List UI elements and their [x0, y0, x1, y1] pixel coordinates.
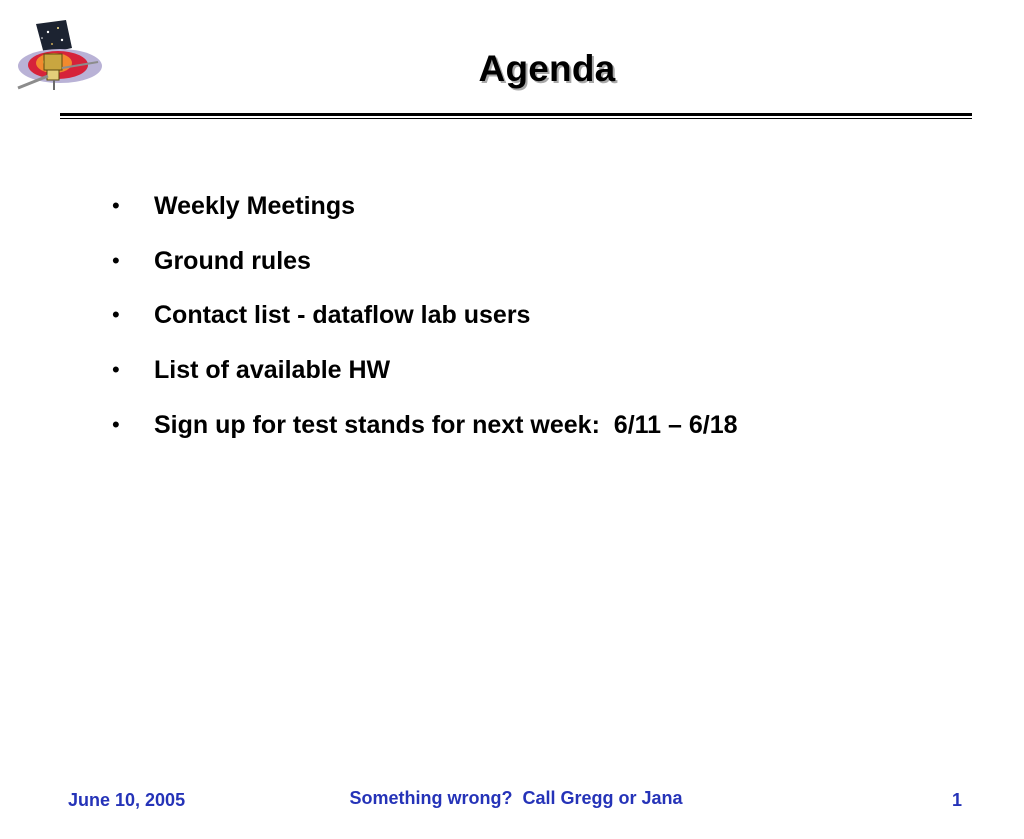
page-number: 1 — [951, 790, 962, 810]
agenda-item-label: Sign up for test stands for next week: 6/11 – 6/18 — [154, 410, 738, 439]
agenda-item — [112, 245, 311, 300]
agenda-item-label: Weekly Meetings — [154, 192, 356, 220]
bullet-icon: • — [112, 411, 120, 437]
agenda-item-label: Contact list - dataflow lab users — [154, 301, 531, 330]
bullet-icon: • — [112, 193, 120, 218]
agenda-item-label: List of available HW — [154, 356, 391, 385]
title-divider-thin — [60, 118, 972, 119]
agenda-list — [112, 190, 738, 463]
title-divider — [60, 113, 972, 116]
bullet-icon: • — [112, 247, 120, 273]
agenda-item — [112, 354, 391, 409]
footer-date: June 10, 2005 — [68, 790, 186, 810]
agenda-item — [112, 299, 531, 354]
footer-note: Something wrong? Call Gregg or Jana — [349, 788, 683, 808]
bullet-icon: • — [112, 302, 120, 328]
agenda-item-label: Ground rules — [154, 246, 311, 275]
bullet-icon: • — [112, 357, 120, 383]
slide-title: Agenda — [478, 48, 616, 89]
agenda-item — [112, 190, 356, 245]
agenda-item — [112, 409, 738, 464]
